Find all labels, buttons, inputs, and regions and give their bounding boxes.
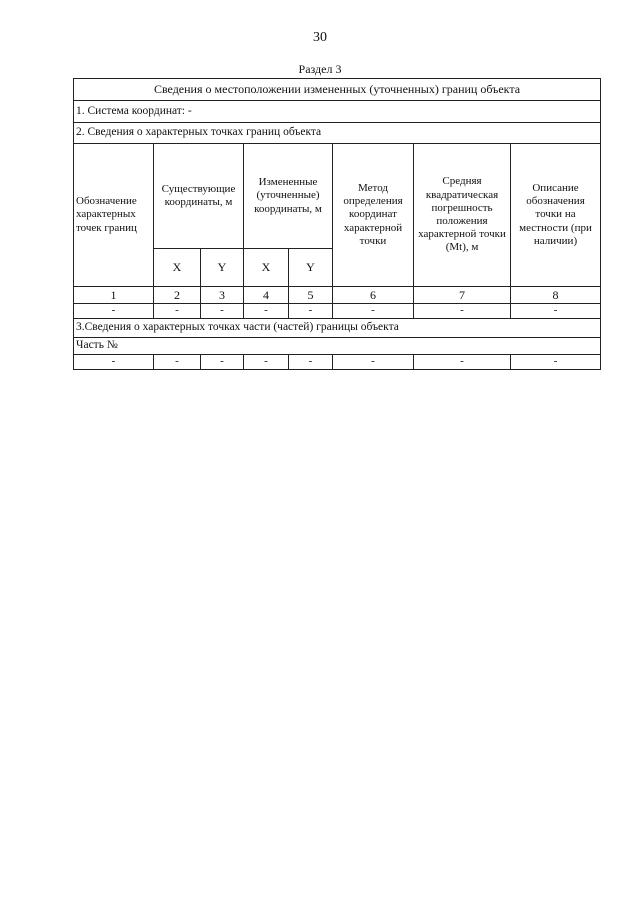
header-changed-y: Y <box>289 249 333 287</box>
boundary-table <box>73 78 601 370</box>
table-cell: - <box>154 355 201 370</box>
column-number-row <box>74 287 601 304</box>
table-cell: - <box>201 304 244 319</box>
part-number-label: Часть № <box>74 338 601 355</box>
table-cell: - <box>289 355 333 370</box>
table-cell: - <box>74 304 154 319</box>
table-cell: - <box>201 355 244 370</box>
section-title: Раздел 3 <box>298 62 342 76</box>
points-section-heading: 2. Сведения о характерных точках границ объекта <box>74 123 601 144</box>
part-points-section-row <box>74 319 601 338</box>
column-number: 1 <box>74 287 154 304</box>
header-existing-x: X <box>154 249 201 287</box>
column-number: 4 <box>244 287 289 304</box>
table-cell: - <box>289 304 333 319</box>
table-cell: - <box>511 304 601 319</box>
table-cell: - <box>244 355 289 370</box>
header-rms-error: Средняя квадратическая погрешность положения характерной точки (Mt), м <box>414 144 511 287</box>
header-point-designation: Обозначение характерных точек границ <box>74 144 154 287</box>
table-cell: - <box>244 304 289 319</box>
column-number: 2 <box>154 287 201 304</box>
table-cell: - <box>333 355 414 370</box>
column-number: 3 <box>201 287 244 304</box>
header-existing-coords: Существующие координаты, м <box>154 144 244 249</box>
column-number: 8 <box>511 287 601 304</box>
header-changed-x: X <box>244 249 289 287</box>
table-row <box>74 304 601 319</box>
coordinate-system-row <box>74 101 601 123</box>
column-number: 5 <box>289 287 333 304</box>
table-cell: - <box>74 355 154 370</box>
column-number: 7 <box>414 287 511 304</box>
part-number-row <box>74 338 601 355</box>
table-title: Сведения о местоположении измененных (уточненных) границ объекта <box>74 79 601 101</box>
table-cell: - <box>414 304 511 319</box>
column-number: 6 <box>333 287 414 304</box>
table-title-row <box>74 79 601 101</box>
header-existing-y: Y <box>201 249 244 287</box>
header-row <box>74 144 601 249</box>
table-cell: - <box>414 355 511 370</box>
header-description: Описание обозначения точки на местности (при наличии) <box>511 144 601 287</box>
page-number: 30 <box>313 30 327 45</box>
part-points-section-heading: 3.Сведения о характерных точках части (частей) границы объекта <box>74 319 601 338</box>
header-changed-coords: Измененные (уточненные) координаты, м <box>244 144 333 249</box>
table-cell: - <box>333 304 414 319</box>
table-cell: - <box>154 304 201 319</box>
table-cell: - <box>511 355 601 370</box>
header-method: Метод определения координат характерной точки <box>333 144 414 287</box>
points-section-row <box>74 123 601 144</box>
table-row <box>74 355 601 370</box>
coordinate-system: 1. Система координат: - <box>74 101 601 123</box>
